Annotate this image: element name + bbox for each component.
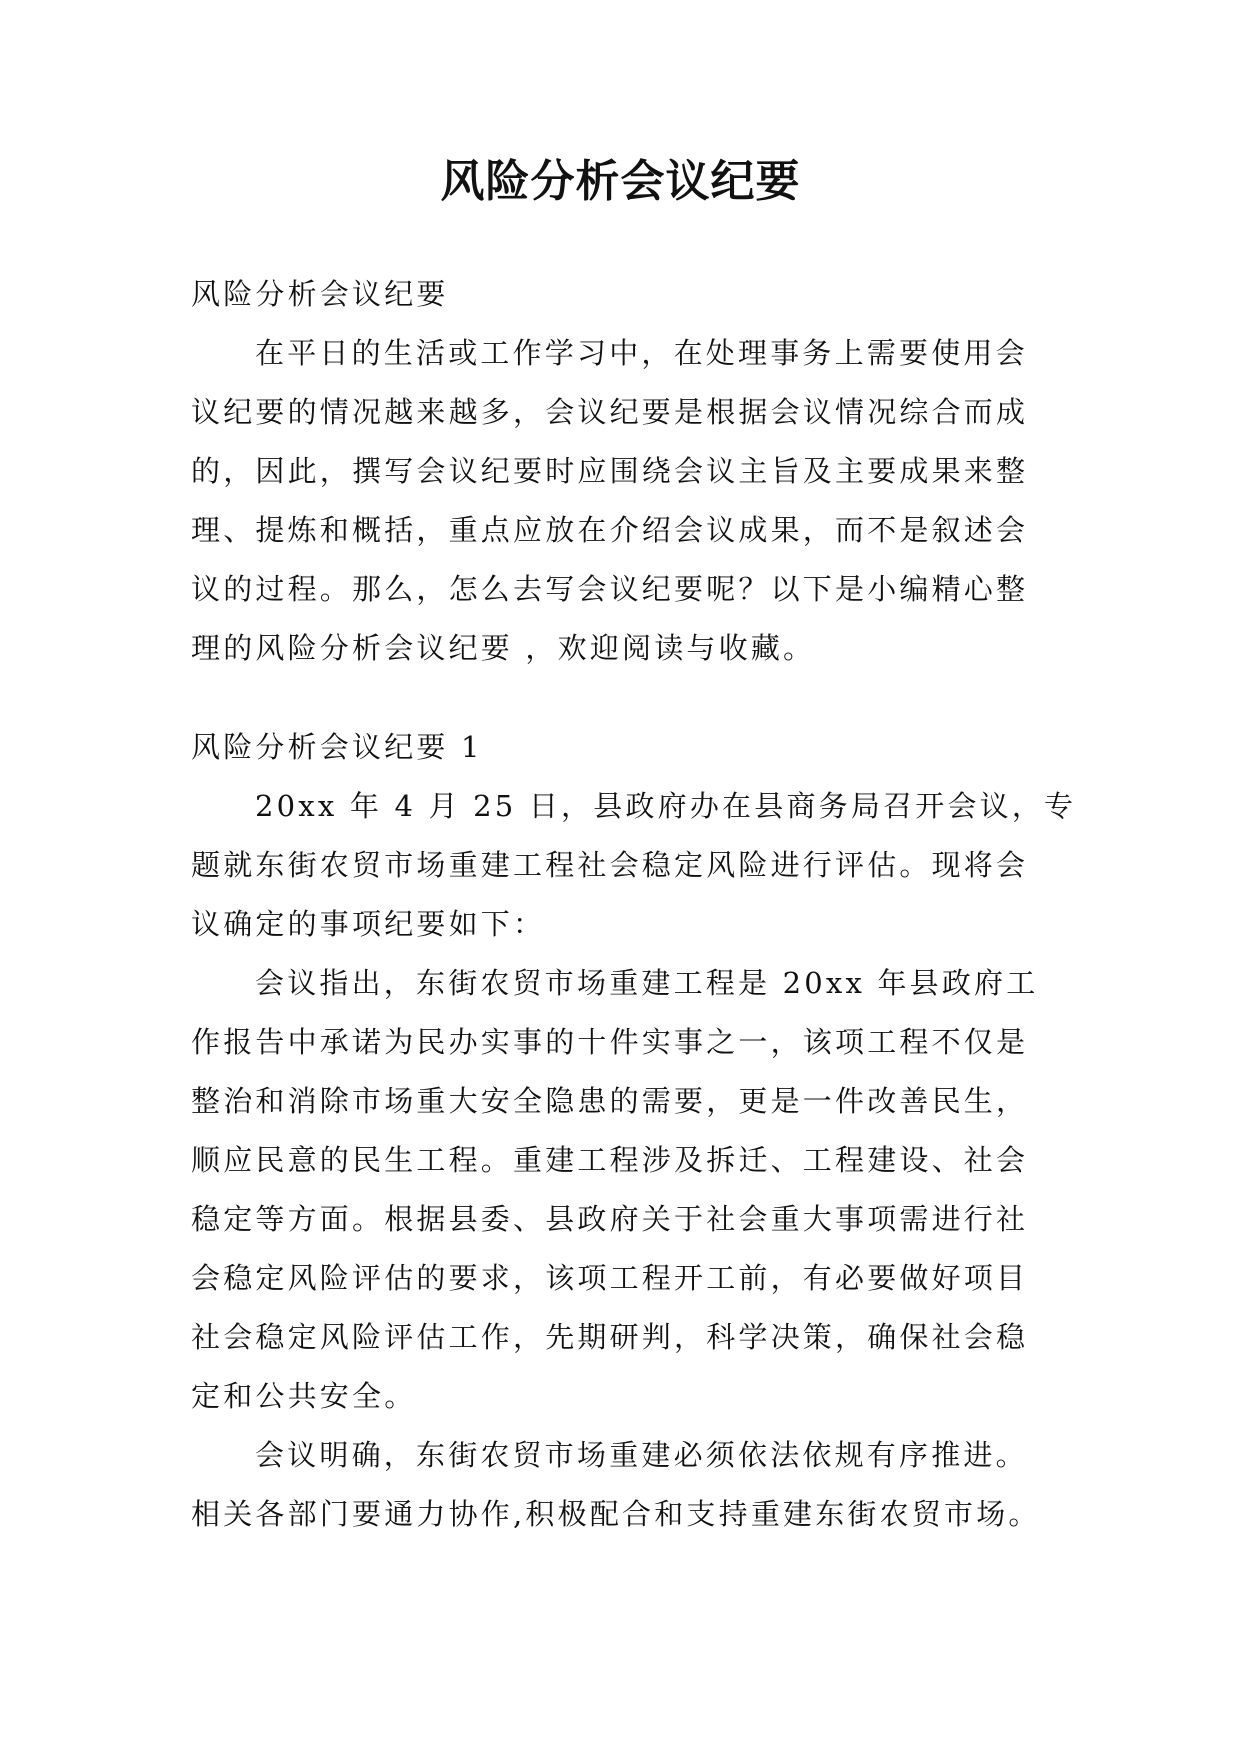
section-heading: 风险分析会议纪要 1 [191,730,483,764]
paragraph-line: 议的过程。那么，怎么去写会议纪要呢？以下是小编精心整 [191,572,1029,606]
paragraph-line: 定和公共安全。 [191,1379,417,1413]
paragraph-line: 理的风险分析会议纪要 ，欢迎阅读与收藏。 [191,631,816,665]
paragraph-line: 在平日的生活或工作学习中，在处理事务上需要使用会 [255,336,1028,370]
paragraph-line: 20xx 年 4 月 25 日，县政府办在县商务局召开会议，专 [255,789,1077,823]
paragraph-line: 顺应民意的民生工程。重建工程涉及拆迁、工程建设、社会 [191,1143,1029,1177]
document-title: 风险分析会议纪要 [440,156,801,207]
section-heading: 风险分析会议纪要 [191,277,449,311]
paragraph-line: 的，因此，撰写会议纪要时应围绕会议主旨及主要成果来整 [191,454,1029,488]
paragraph-line: 会稳定风险评估的要求，该项工程开工前，有必要做好项目 [191,1261,1029,1295]
paragraph-line: 整治和消除市场重大安全隐患的需要，更是一件改善民生， [191,1084,1029,1118]
paragraph-line: 题就东街农贸市场重建工程社会稳定风险进行评估。现将会 [191,848,1029,882]
paragraph-line: 相关各部门要通力协作,积极配合和支持重建东街农贸市场。 [191,1497,1041,1531]
paragraph-line: 作报告中承诺为民办实事的十件实事之一，该项工程不仅是 [191,1025,1029,1059]
paragraph-line: 议纪要的情况越来越多，会议纪要是根据会议情况综合而成 [191,395,1029,429]
section-intro [191,265,1051,678]
paragraph-line: 理、提炼和概括，重点应放在介绍会议成果，而不是叙述会 [191,513,1029,547]
paragraph-line: 社会稳定风险评估工作，先期研判，科学决策，确保社会稳 [191,1320,1029,1354]
paragraph-line: 会议明确，东街农贸市场重建必须依法依规有序推进。 [255,1438,1028,1472]
paragraph-line: 会议指出，东街农贸市场重建工程是 20xx 年县政府工 [255,966,1039,1000]
paragraph-line: 议确定的事项纪要如下： [191,907,546,941]
section-1 [191,718,1077,1544]
paragraph-line: 稳定等方面。根据县委、县政府关于社会重大事项需进行社 [191,1202,1029,1236]
